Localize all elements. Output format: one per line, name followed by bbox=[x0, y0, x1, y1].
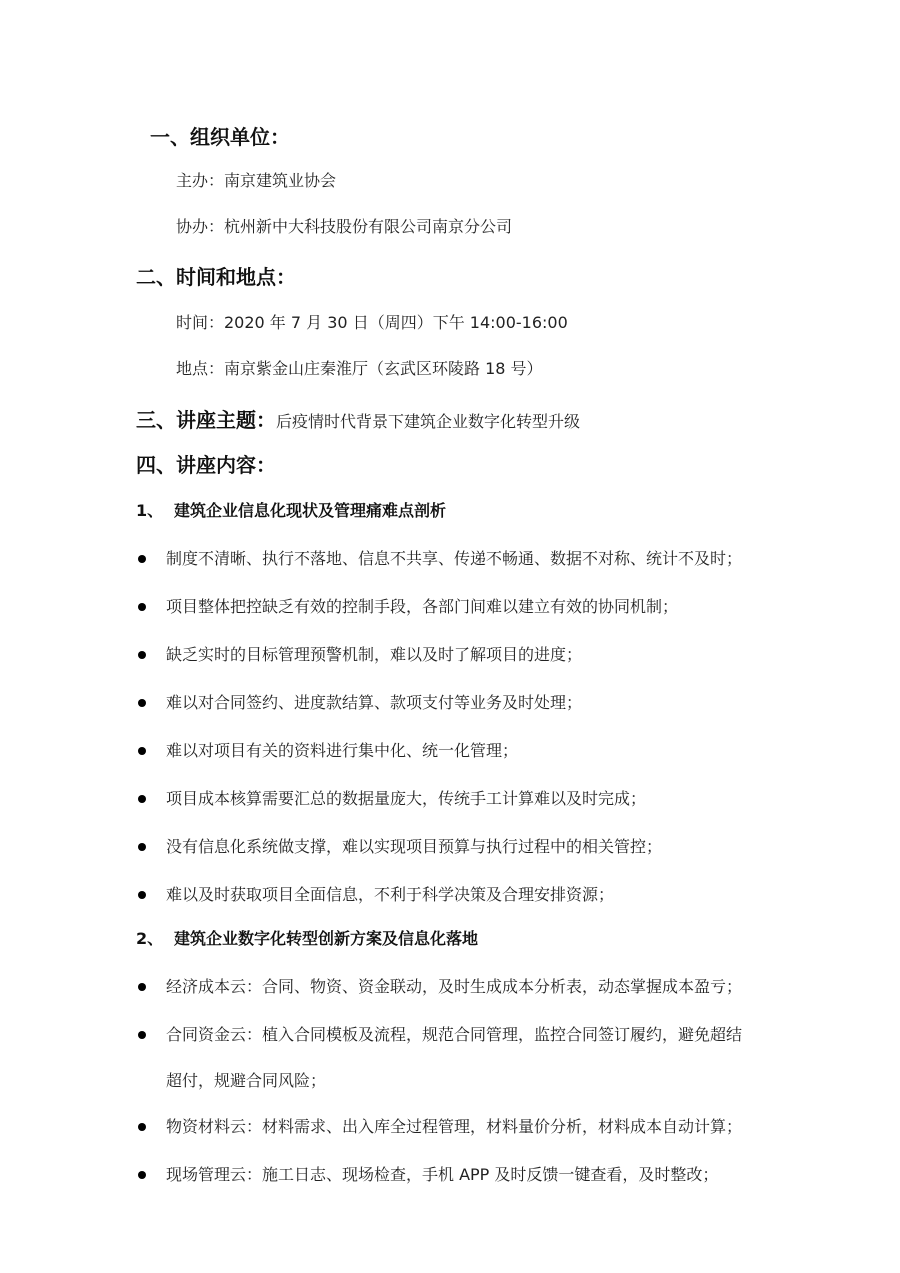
bullet-dot bbox=[138, 891, 146, 899]
part1-title: 建筑企业信息化现状及管理痛难点剖析 bbox=[174, 501, 447, 520]
bullet-dot bbox=[138, 699, 146, 707]
part2-number: 2、 bbox=[136, 929, 164, 948]
event-time: 时间：2020 年 7 月 30 日（周四）下午 14:00-16:00 bbox=[176, 313, 568, 332]
part2-item: 经济成本云：合同、物资、资金联动，及时生成成本分析表，动态掌握成本盈亏； bbox=[166, 977, 743, 996]
part2-item: 物资材料云：材料需求、出入库全过程管理，材料量价分析，材料成本自动计算； bbox=[166, 1117, 743, 1136]
bullet-dot bbox=[138, 603, 146, 611]
part2-item-continuation: 超付，规避合同风险； bbox=[166, 1071, 327, 1090]
bullet-dot bbox=[138, 1031, 146, 1039]
part2-item: 合同资金云：植入合同模板及流程，规范合同管理，监控合同签订履约，避免超结 bbox=[166, 1025, 743, 1044]
part1-item: 难以及时获取项目全面信息，不利于科学决策及合理安排资源； bbox=[166, 885, 615, 904]
bullet-dot bbox=[138, 1123, 146, 1131]
org-host: 主办：南京建筑业协会 bbox=[176, 171, 337, 190]
part2-title: 建筑企业数字化转型创新方案及信息化落地 bbox=[174, 929, 479, 948]
part1-item: 项目成本核算需要汇总的数据量庞大，传统手工计算难以及时完成； bbox=[166, 789, 647, 808]
part2-item: 现场管理云：施工日志、现场检查，手机 APP 及时反馈一键查看，及时整改； bbox=[166, 1165, 719, 1184]
part1-heading bbox=[136, 500, 446, 522]
section-org-title: 一、组织单位： bbox=[150, 125, 290, 149]
bullet-dot bbox=[138, 651, 146, 659]
part1-item: 缺乏实时的目标管理预警机制，难以及时了解项目的进度； bbox=[166, 645, 583, 664]
part1-number: 1、 bbox=[136, 501, 164, 520]
section-theme-title: 三、讲座主题： bbox=[136, 408, 276, 432]
section-content-title: 四、讲座内容： bbox=[136, 453, 276, 477]
bullet-dot bbox=[138, 555, 146, 563]
part2-heading bbox=[136, 928, 478, 950]
part1-item: 难以对项目有关的资料进行集中化、统一化管理； bbox=[166, 741, 519, 760]
bullet-dot bbox=[138, 1171, 146, 1179]
part1-item: 难以对合同签约、进度款结算、款项支付等业务及时处理； bbox=[166, 693, 583, 712]
section-theme bbox=[136, 404, 580, 433]
part1-item: 制度不清晰、执行不落地、信息不共享、传递不畅通、数据不对称、统计不及时； bbox=[166, 549, 743, 568]
theme-text: 后疫情时代背景下建筑企业数字化转型升级 bbox=[276, 412, 581, 431]
org-co-host: 协办：杭州新中大科技股份有限公司南京分公司 bbox=[176, 217, 513, 236]
bullet-dot bbox=[138, 983, 146, 991]
bullet-dot bbox=[138, 747, 146, 755]
bullet-dot bbox=[138, 795, 146, 803]
part1-item: 项目整体把控缺乏有效的控制手段，各部门间难以建立有效的协同机制； bbox=[166, 597, 679, 616]
event-place: 地点：南京紫金山庄秦淮厅（玄武区环陵路 18 号） bbox=[176, 359, 543, 378]
section-time-place-title: 二、时间和地点： bbox=[136, 265, 296, 289]
part1-item: 没有信息化系统做支撑，难以实现项目预算与执行过程中的相关管控； bbox=[166, 837, 663, 856]
bullet-dot bbox=[138, 843, 146, 851]
